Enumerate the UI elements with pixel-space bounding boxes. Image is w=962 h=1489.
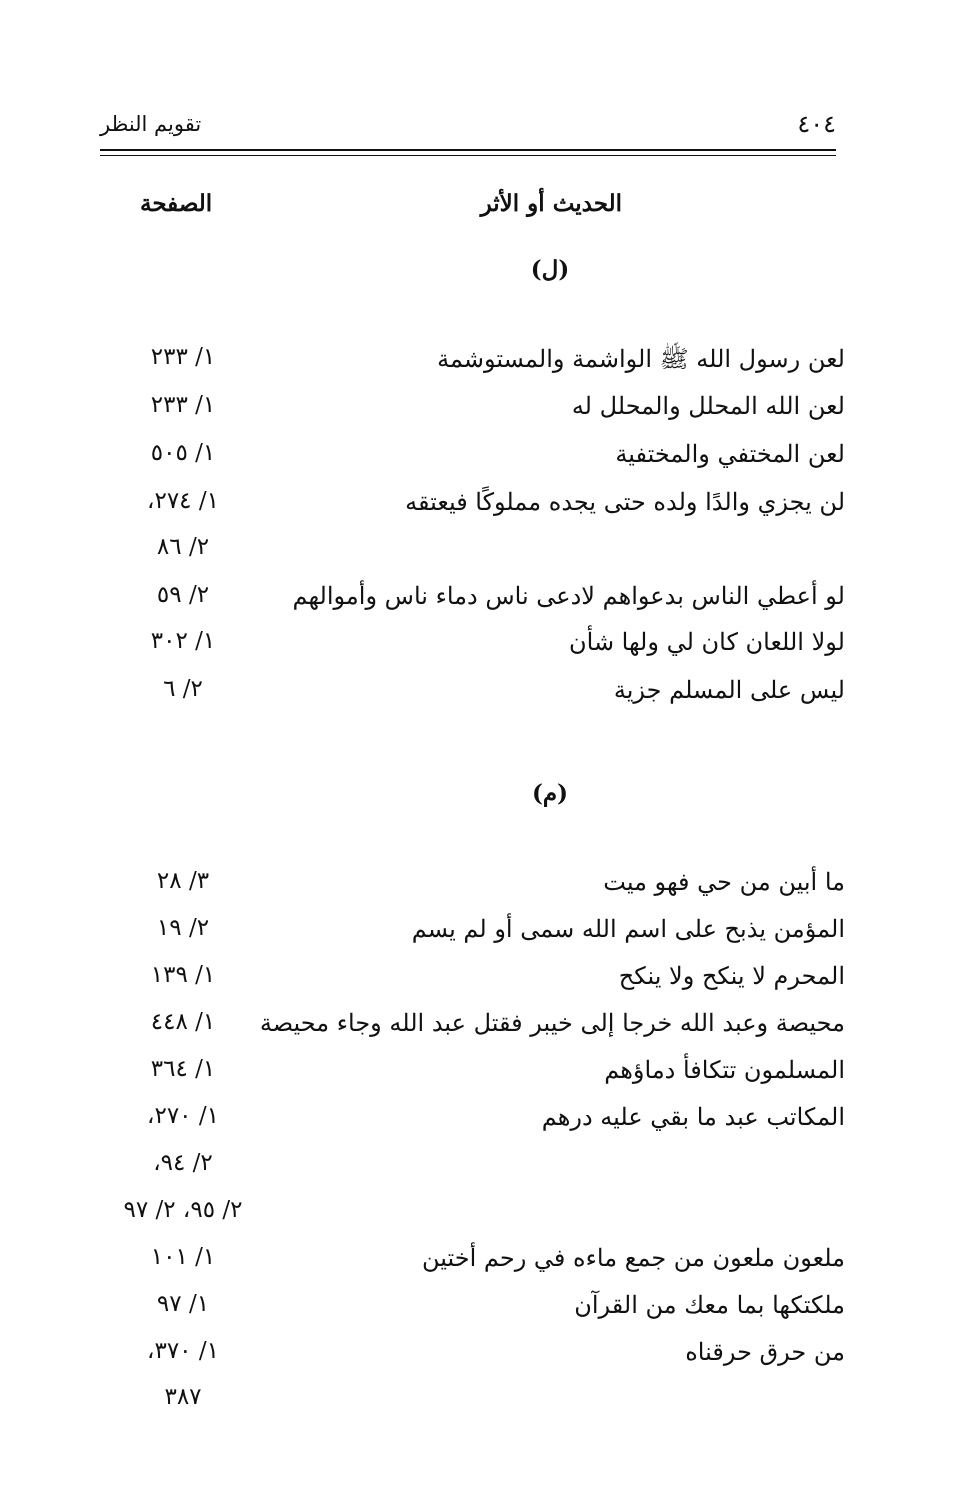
column-heading-hadith: الحديث أو الأثر [480, 190, 622, 217]
index-entry [100, 628, 845, 668]
header-rule-thick [100, 149, 836, 151]
index-entry [100, 1291, 845, 1331]
hadith-text: المؤمن يذبح على اسم الله سمى أو لم يسم [411, 915, 845, 943]
page-reference: ١/ ٩٧ [156, 1291, 210, 1317]
section-letter-lam: (ل) [530, 256, 570, 283]
index-entry [100, 1338, 845, 1378]
page-reference: ١/ ١٣٩ [150, 962, 216, 988]
index-entry [100, 440, 845, 480]
index-entry [100, 915, 845, 955]
hadith-text: من حرق حرقناه [685, 1338, 845, 1366]
hadith-text: لن يجزي والدًا ولده حتى يجده مملوكًا فيعتقه [405, 488, 845, 516]
page-reference: ١/ ٢٣٣ [150, 392, 216, 418]
page-reference: ١/ ٢٧٠، [147, 1103, 219, 1129]
index-entry [100, 1244, 845, 1284]
page-reference: ١/ ١٠١ [150, 1244, 216, 1270]
page-reference: ١/ ٥٠٥ [150, 440, 216, 466]
hadith-text: ما أبين من حي فهو ميت [603, 868, 845, 896]
hadith-text: ليس على المسلم جزية [613, 676, 845, 704]
index-entry [100, 868, 845, 908]
section-letter-meem: (م) [531, 780, 568, 807]
page-reference: ٢/ ٨٦ [156, 534, 210, 560]
index-entry [100, 488, 845, 528]
hadith-text: محيصة وعبد الله خرجا إلى خيبر فقتل عبد الله وجاء محيصة [259, 1009, 845, 1037]
hadith-text: ملعون ملعون من جمع ماءه في رحم أختين [422, 1244, 845, 1272]
header-rule-thin [100, 155, 836, 156]
hadith-text: المكاتب عبد ما بقي عليه درهم [541, 1103, 845, 1131]
hadith-text: لعن رسول الله ﷺ الواشمة والمستوشمة [437, 345, 845, 373]
hadith-text: لو أعطي الناس بدعواهم لادعى ناس دماء ناس وأموالهم [292, 582, 845, 610]
page-reference: ١/ ٣٠٢ [150, 628, 216, 654]
index-entry [100, 1103, 845, 1143]
page-reference: ١/ ٣٦٤ [150, 1056, 216, 1082]
index-entry [100, 1197, 845, 1237]
index-entry [100, 962, 845, 1002]
page-reference: ٣/ ٢٨ [156, 868, 210, 894]
hadith-text: المحرم لا ينكح ولا ينكح [618, 962, 845, 990]
index-entry [100, 1009, 845, 1049]
hadith-text: لعن المختفي والمختفية [615, 440, 845, 468]
column-heading-page: الصفحة [140, 190, 213, 217]
hadith-text: المسلمون تتكافأ دماؤهم [604, 1056, 845, 1084]
page-reference: ١/ ٢٧٤، [147, 488, 219, 514]
page-reference: ٢/ ٥٩ [156, 582, 210, 608]
book-title: تقويم النظر [100, 112, 202, 136]
hadith-text: لولا اللعان كان لي ولها شأن [569, 628, 845, 656]
index-entry [100, 676, 845, 716]
page-reference: ٣٨٧ [164, 1384, 202, 1410]
index-entry [100, 392, 845, 432]
index-entry [100, 1384, 845, 1424]
page-reference: ٢/ ٦ [163, 676, 203, 702]
page-number: ٤٠٤ [797, 110, 836, 138]
index-entry [100, 1056, 845, 1096]
page-reference: ٢/ ٩٤، [153, 1150, 213, 1176]
page-reference: ٢/ ١٩ [156, 915, 210, 941]
index-entry [100, 534, 845, 574]
hadith-text: لعن الله المحلل والمحلل له [571, 392, 845, 420]
index-entry [100, 1150, 845, 1190]
page-reference: ١/ ٤٤٨ [150, 1009, 216, 1035]
page-reference: ١/ ٣٧٠، [147, 1338, 219, 1364]
page-reference: ٢/ ٩٥، ٢/ ٩٧ [123, 1197, 243, 1223]
running-head [100, 110, 836, 144]
index-entry [100, 582, 845, 622]
index-entry [100, 344, 845, 384]
page-reference: ١/ ٢٣٣ [150, 344, 216, 370]
hadith-text: ملكتكها بما معك من القرآن [574, 1291, 845, 1319]
